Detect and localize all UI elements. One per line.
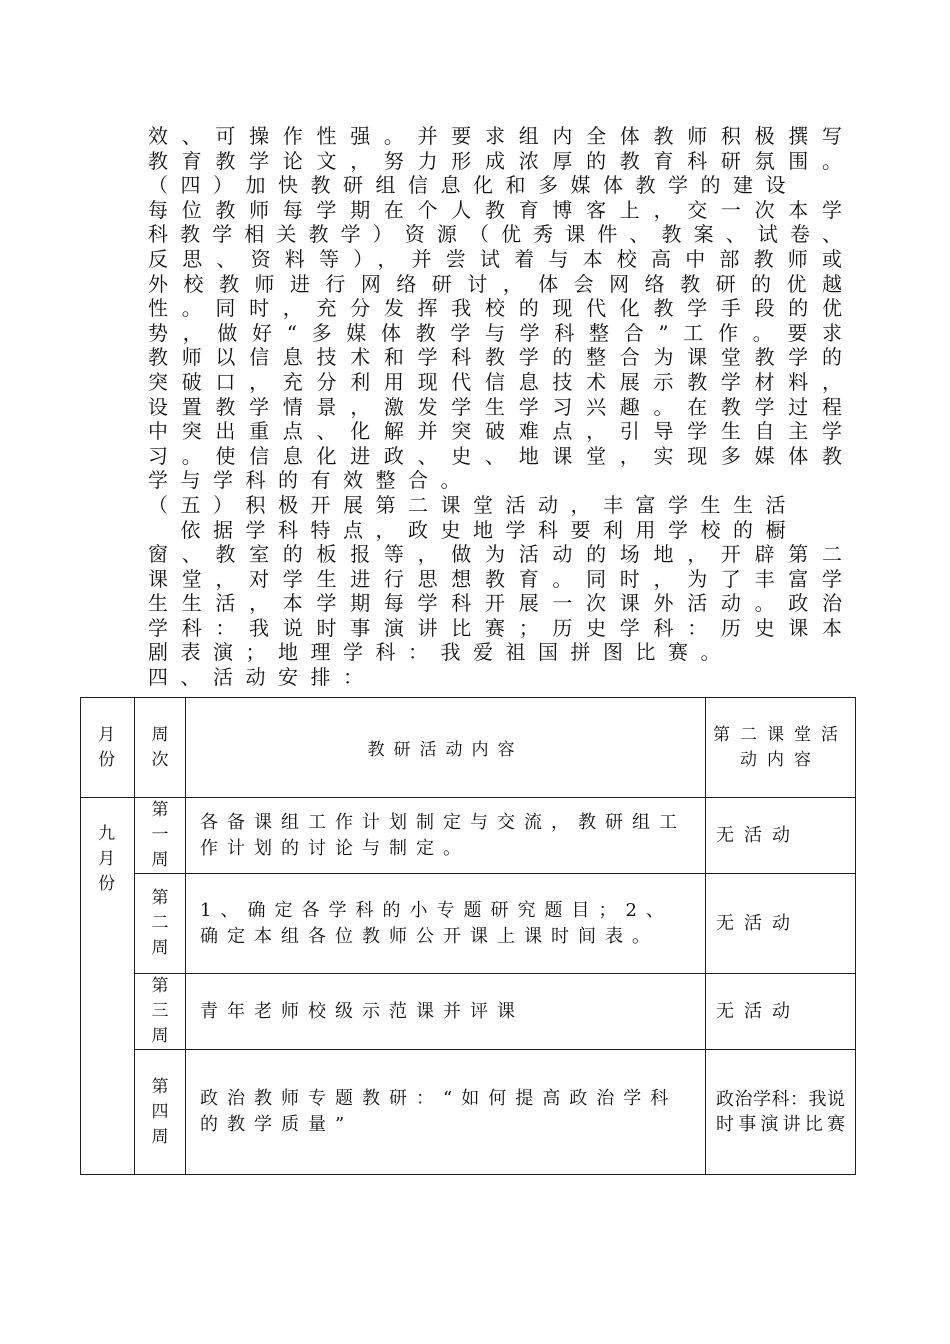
month-cell: 九月份 bbox=[81, 798, 135, 1175]
paragraph-line: 学科：我说时事演讲比赛；历史学科：历史课本 bbox=[148, 615, 842, 640]
table-row bbox=[81, 974, 856, 1050]
content-cell: 青年老师校级示范课并评课 bbox=[186, 974, 706, 1050]
week-cell: 第一周 bbox=[135, 798, 186, 874]
paragraph-line: 突破口，充分利用现代信息技术展示教学材料， bbox=[148, 369, 842, 394]
table-row bbox=[81, 874, 856, 974]
paragraph-line: 四、活动安排： bbox=[148, 665, 376, 690]
paragraph-line: 中突出重点、化解并突破难点，引导学生自主学 bbox=[148, 419, 842, 444]
activity-cell: 无活动 bbox=[706, 798, 856, 874]
paragraph-line: 剧表演；地理学科：我爱祖国拼图比赛。 bbox=[148, 640, 733, 665]
content-cell: 政治教师专题教研：“如何提高政治学科的教学质量” bbox=[186, 1050, 706, 1175]
paragraph-line: 性。同时，充分发挥我校的现代化教学手段的优 bbox=[148, 296, 842, 321]
header-month: 月份 bbox=[81, 698, 135, 798]
paragraph-line: 科教学相关教学）资源（优秀课件、教案、试卷、 bbox=[148, 222, 842, 247]
week-cell: 第四周 bbox=[135, 1050, 186, 1175]
paragraph-line: 外校教师进行网络研讨，体会网络教研的优越 bbox=[148, 271, 842, 296]
paragraph-line: 每位教师每学期在个人教育博客上，交一次本学 bbox=[148, 197, 842, 222]
paragraph-line: 设置教学情景，激发学生学习兴趣。在教学过程 bbox=[148, 394, 842, 419]
table-header-row bbox=[81, 698, 856, 798]
paragraph-line: （五）积极开展第二课堂活动，丰富学生生活 bbox=[148, 492, 798, 517]
table-row bbox=[81, 798, 856, 874]
header-activity: 第二课堂活动内容 bbox=[706, 698, 856, 798]
paragraph-line: 教育教学论文，努力形成浓厚的教育科研氛围。 bbox=[148, 148, 842, 173]
header-week: 周次 bbox=[135, 698, 186, 798]
header-content: 教研活动内容 bbox=[186, 698, 706, 798]
activity-cell: 无活动 bbox=[706, 874, 856, 974]
content-cell: 各备课组工作计划制定与交流，教研组工作计划的讨论与制定。 bbox=[186, 798, 706, 874]
paragraph-line: 课堂，对学生进行思想教育。同时，为了丰富学 bbox=[148, 566, 842, 591]
paragraph-line: 生生活，本学期每学科开展一次课外活动。政治 bbox=[148, 591, 842, 616]
paragraph-line: 习。使信息化进政、史、地课堂，实现多媒体教 bbox=[148, 443, 842, 468]
activity-schedule-table bbox=[80, 697, 856, 1175]
paragraph-line: 反思、资料等），并尝试着与本校高中部教师或 bbox=[148, 246, 842, 271]
paragraph-line: 窗、教室的板报等，做为活动的场地，开辟第二 bbox=[148, 542, 842, 567]
week-cell: 第三周 bbox=[135, 974, 186, 1050]
paragraph-line: （四）加快教研组信息化和多媒体教学的建设 bbox=[148, 173, 798, 198]
paragraph-line: 依据学科特点，政史地学科要利用学校的橱 bbox=[148, 517, 798, 542]
content-cell: 1、确定各学科的小专题研究题目；2、确定本组各位教师公开课上课时间表。 bbox=[186, 874, 706, 974]
paragraph-line: 效、可操作性强。并要求组内全体教师积极撰写 bbox=[148, 124, 842, 148]
week-cell: 第二周 bbox=[135, 874, 186, 974]
paragraph-line: 教师以信息技术和学科教学的整合为课堂教学的 bbox=[148, 345, 842, 370]
body-text bbox=[148, 124, 842, 690]
activity-cell: 无活动 bbox=[706, 974, 856, 1050]
paragraph-line: 势，做好“多媒体教学与学科整合”工作。要求 bbox=[148, 320, 842, 345]
table-row bbox=[81, 1050, 856, 1175]
paragraph-line: 学与学科的有效整合。 bbox=[148, 468, 473, 493]
activity-cell: 政治学科：我说时事演讲比赛 bbox=[706, 1050, 856, 1175]
